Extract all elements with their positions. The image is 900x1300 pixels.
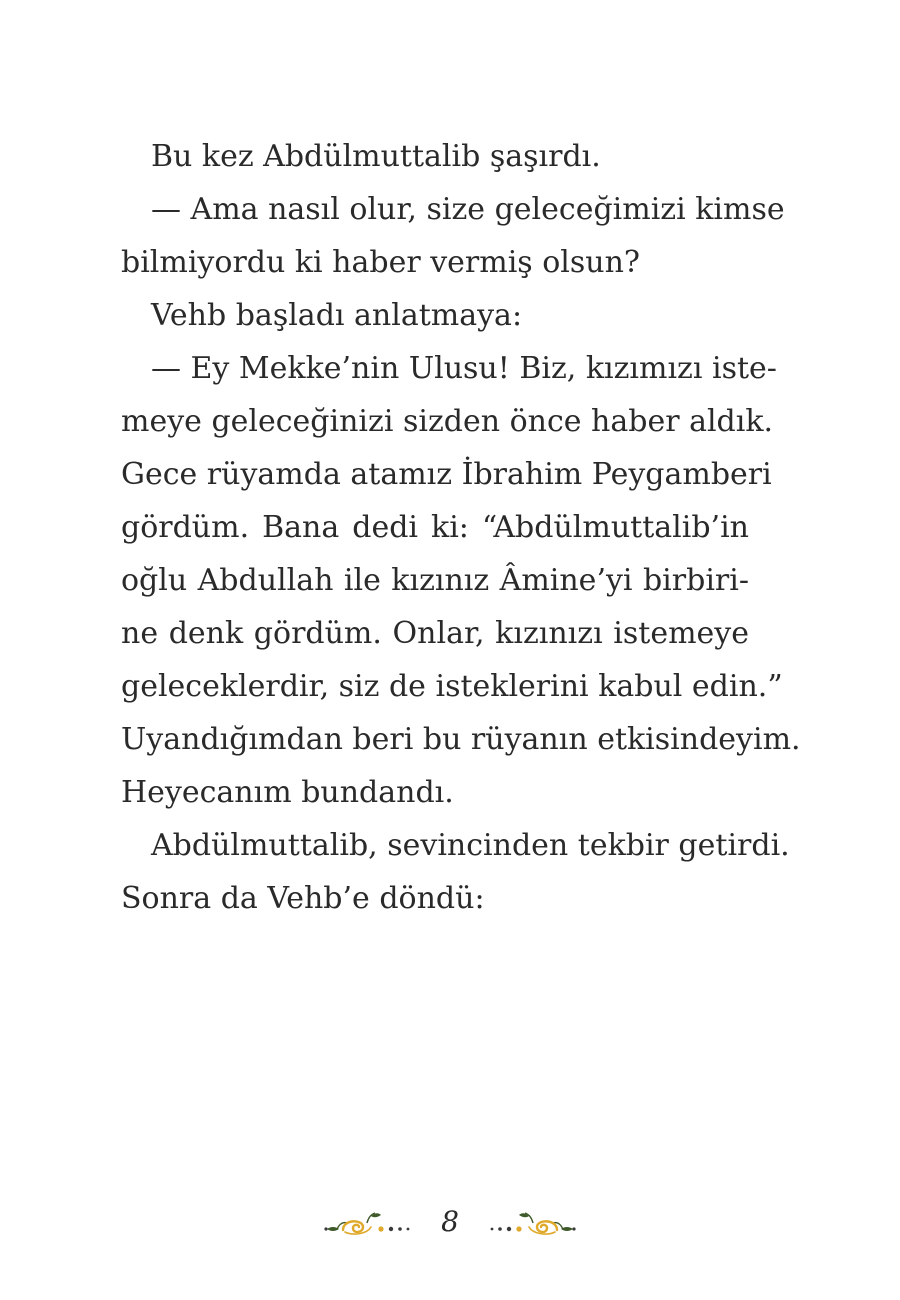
- text-line-3: bilmiyordu ki haber vermiş olsun?: [121, 245, 640, 280]
- text-line-11: geleceklerdir, siz de isteklerini kabul edin.”: [121, 669, 783, 704]
- text-line-6: meye geleceğinizi sizden önce haber aldık.: [121, 404, 774, 439]
- floral-ornament-right-icon: [487, 1207, 577, 1237]
- page-number: 8: [441, 1205, 459, 1238]
- page-text: [121, 130, 801, 925]
- text-line-7: Gece rüyamda atamız İbrahim Peygamberi: [121, 457, 772, 492]
- text-line-8: gördüm. Bana dedi ki: “Abdülmuttalib’in: [121, 510, 749, 545]
- text-line-14: Abdülmuttalib, sevincinden tekbir getirdi.: [151, 828, 790, 863]
- text-line-4: Vehb başladı anlatmaya:: [151, 298, 523, 333]
- text-line-13: Heyecanım bundandı.: [121, 775, 454, 810]
- text-line-12: Uyandığımdan beri bu rüyanın etkisindeyim.: [121, 722, 801, 757]
- floral-ornament-left-icon: [323, 1207, 413, 1237]
- text-line-2: — Ama nasıl olur, size geleceğimizi kimse: [151, 192, 785, 227]
- text-line-10: ne denk gördüm. Onlar, kızınızı istemeye: [121, 616, 749, 651]
- page-footer: [0, 1197, 900, 1247]
- text-line-15: Sonra da Vehb’e döndü:: [121, 881, 485, 916]
- text-line-9: oğlu Abdullah ile kızınız Âmine’yi birbiri-: [121, 563, 749, 598]
- text-line-5: — Ey Mekke’nin Ulusu! Biz, kızımızı iste-: [151, 351, 777, 386]
- text-line-1: Bu kez Abdülmuttalib şaşırdı.: [151, 139, 601, 174]
